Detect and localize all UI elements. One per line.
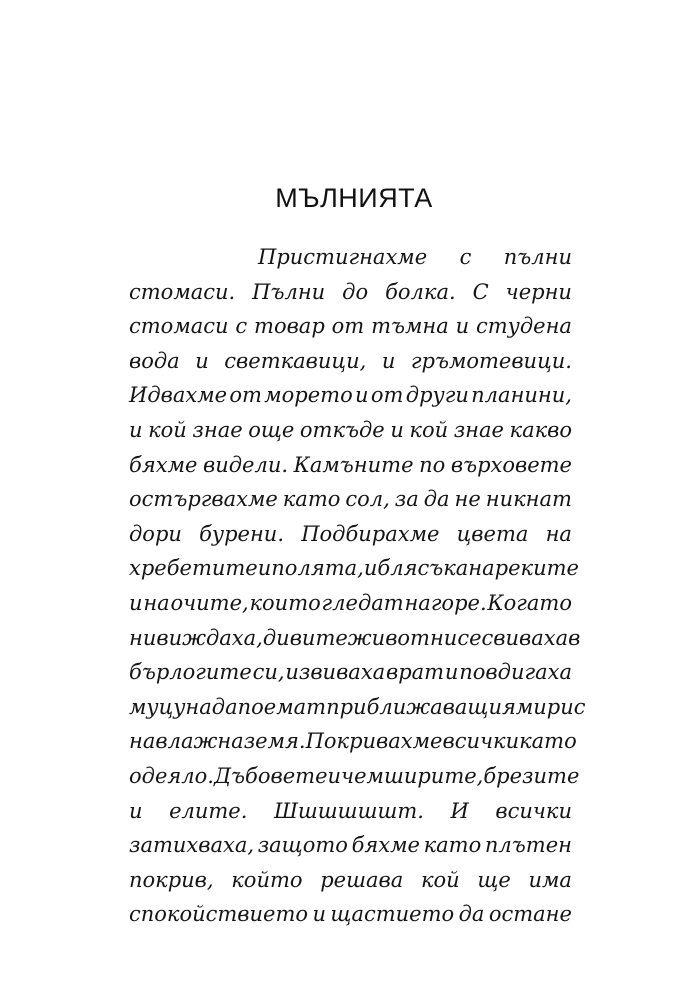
word: и [257, 556, 272, 581]
word: Когато [487, 590, 572, 615]
word: до [342, 279, 369, 304]
word: ще [477, 867, 511, 892]
word: с [235, 314, 248, 339]
word: решава [320, 867, 404, 892]
word: поемат [237, 694, 327, 719]
word: от [370, 383, 404, 408]
word: земя. [243, 729, 306, 754]
paragraph-line-13 [129, 655, 572, 690]
paragraph-line-20 [129, 897, 572, 932]
word: студена [476, 314, 572, 339]
word: бурени. [199, 521, 285, 546]
word: очите, [170, 590, 249, 615]
word: видели. [202, 452, 289, 477]
word: и [355, 383, 369, 408]
word: остане [488, 902, 572, 927]
word: се [457, 625, 482, 650]
word: дори [129, 521, 182, 546]
word: върховете [450, 452, 572, 477]
word: като [423, 833, 482, 858]
word: повдигаха [459, 660, 572, 685]
word: в [568, 625, 581, 650]
word: кой [420, 867, 460, 892]
word: Пристигнахме [258, 245, 428, 269]
word: бърлогите [129, 660, 252, 685]
word: нагоре. [404, 590, 487, 615]
paragraph-line-17 [129, 794, 572, 829]
word: на [545, 521, 572, 546]
word: на [129, 729, 156, 754]
word: знае [192, 417, 243, 442]
word: да [423, 487, 450, 512]
word: извиваха [285, 660, 386, 685]
word: С [472, 279, 489, 304]
word: остъргвахме [129, 487, 278, 512]
word: Камъните [293, 452, 414, 477]
paragraph-line-8 [129, 482, 572, 517]
word: като [282, 487, 341, 512]
paragraph-line-4 [129, 344, 572, 379]
word: товар [254, 314, 325, 339]
word: като [519, 729, 577, 754]
paragraph-line-2 [129, 275, 572, 310]
word: плътен [484, 833, 572, 858]
paragraph-line-10 [129, 551, 579, 586]
word: и [381, 348, 396, 373]
word: и [129, 590, 143, 615]
chapter-title: МЪЛНИЯТА [275, 183, 433, 213]
word: от [331, 314, 365, 339]
word: по [419, 452, 446, 477]
word: гледат [321, 590, 404, 615]
word: от [229, 383, 262, 408]
word: и [363, 556, 378, 581]
word: и [444, 660, 459, 685]
word: Идвахме [129, 383, 228, 408]
word: кой [409, 417, 449, 442]
word: бяхме [129, 452, 198, 477]
word: свиваха [481, 625, 569, 650]
word: и [390, 417, 404, 442]
word: да [211, 694, 238, 719]
word: откъде [299, 417, 385, 442]
word: и [455, 314, 470, 339]
word: всички [495, 798, 572, 823]
word: реките [494, 556, 579, 581]
word: и [312, 902, 326, 927]
word: вода [129, 348, 180, 373]
chapter-body-paragraph [129, 240, 586, 932]
word: цвета [456, 521, 529, 546]
word: всички [442, 729, 520, 754]
word: който [231, 867, 303, 892]
word: и [195, 348, 209, 373]
word: не [454, 487, 481, 512]
word: пълни [503, 245, 572, 269]
word: знае [453, 417, 504, 442]
word: още [248, 417, 295, 442]
word: какво [509, 417, 572, 442]
word: тъмна [371, 314, 449, 339]
paragraph-line-3 [129, 309, 572, 344]
paragraph-line-5 [129, 378, 572, 413]
paragraph-line-16 [129, 759, 580, 794]
word: има [528, 867, 572, 892]
word: си, [252, 660, 285, 685]
word: мирис [515, 694, 586, 719]
word: Дъбовете [213, 763, 328, 788]
emphasized-hush: Шшшшшшт. [273, 798, 424, 823]
word: защото [257, 833, 348, 858]
word: врат [386, 660, 445, 685]
word: гръмотевици. [410, 348, 572, 373]
word: дивите [262, 625, 348, 650]
word: за [394, 487, 419, 512]
word: ни [129, 625, 157, 650]
word: кой [148, 417, 187, 442]
paragraph-line-18 [129, 828, 572, 863]
word: муцуна [129, 694, 212, 719]
word: с [459, 245, 472, 269]
paragraph-line-7 [129, 448, 572, 483]
word: приближаващия [326, 694, 516, 719]
word: и [129, 798, 143, 823]
word: бяхме [351, 833, 420, 858]
word: и [327, 763, 342, 788]
word: и [129, 417, 143, 442]
word: които [249, 590, 321, 615]
emphasized-word [274, 794, 424, 829]
paragraph-line-6 [129, 413, 572, 448]
word: полята, [271, 556, 364, 581]
word: одеяло. [129, 763, 214, 788]
paragraph-line-9 [129, 517, 572, 552]
word: болка. [385, 279, 456, 304]
word: щастието [330, 902, 455, 927]
word: елите. [169, 798, 248, 823]
word: хребетите [129, 556, 258, 581]
word: стомаси [129, 314, 229, 339]
word: блясъка [377, 556, 469, 581]
word: животни [347, 625, 458, 650]
word: Покривахме [305, 729, 443, 754]
word: виждаха, [156, 625, 263, 650]
paragraph-line-11 [129, 586, 572, 621]
word: морето [264, 383, 353, 408]
paragraph-line-19 [129, 863, 572, 898]
paragraph-line-15 [129, 724, 577, 759]
word: никнат [485, 487, 572, 512]
word: Пълни [252, 279, 326, 304]
word: други [405, 383, 469, 408]
word: брезите [483, 763, 580, 788]
paragraph-line-1 [129, 240, 572, 275]
word: спокойствието [129, 902, 309, 927]
word: планини, [471, 383, 572, 408]
word: на [143, 590, 170, 615]
word: чемширите, [341, 763, 484, 788]
word: стомаси. [129, 279, 236, 304]
paragraph-line-12 [129, 621, 581, 656]
word: сол, [345, 487, 390, 512]
word: И [450, 798, 469, 823]
word: затихваха, [129, 833, 255, 858]
paragraph-line-14 [129, 690, 586, 725]
word: Подбирахме [301, 521, 440, 546]
word: светкавици, [224, 348, 367, 373]
word: на [468, 556, 495, 581]
word: да [458, 902, 485, 927]
word: покрив, [129, 867, 214, 892]
word: влажна [155, 729, 244, 754]
word: черни [505, 279, 572, 304]
